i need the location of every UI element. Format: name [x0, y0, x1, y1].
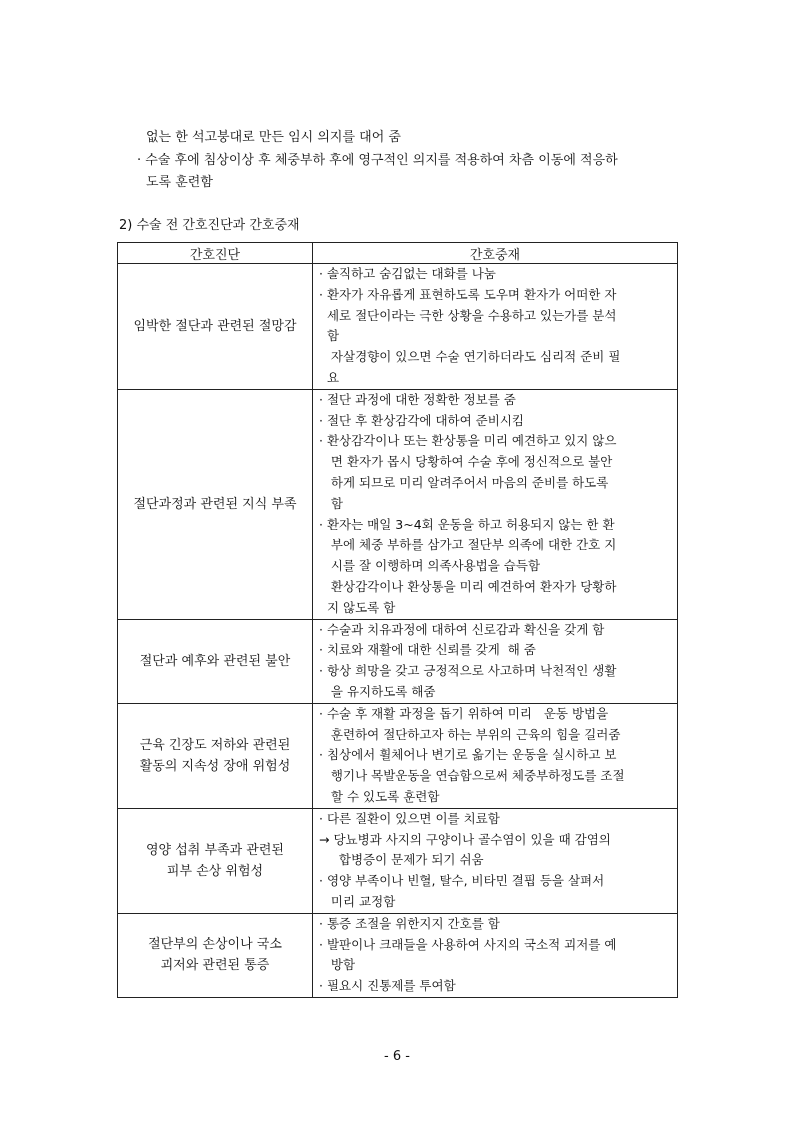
- intervention-line: · 침상에서 휠체어나 변기로 옮기는 운동을 실시하고 보: [319, 747, 617, 763]
- intervention-line: · 다른 질환이 있으면 이를 치료함: [319, 810, 500, 826]
- intervention-line: 자살경향이 있으면 수술 연기하더라도 심리적 준비 필: [319, 349, 621, 365]
- intervention-line: 지 않도록 함: [319, 599, 396, 615]
- intervention-line: · 필요시 진통제를 투여함: [319, 978, 456, 994]
- intervention-line: 할 수 있도록 훈련함: [319, 788, 440, 804]
- intervention-line: · 항상 희망을 갖고 긍정적으로 사고하며 낙천적인 생활: [319, 663, 617, 679]
- intervention-line: 요: [319, 369, 340, 385]
- table-row: [118, 808, 678, 913]
- diagnosis-line: 근육 긴장도 저하와 관련된: [139, 737, 291, 753]
- intervention-line: · 솔직하고 숨김없는 대화를 나눔: [319, 266, 496, 281]
- table-body: [118, 264, 678, 998]
- intervention-line: 부에 체중 부하를 삼가고 절단부 의족에 대한 간호 지: [319, 537, 617, 553]
- intervention-line: 시를 잘 이행하며 의족사용법을 습득함: [319, 558, 541, 574]
- diagnosis-line: 피부 손상 위험성: [166, 863, 264, 879]
- intervention-cell: [313, 389, 678, 619]
- intro-line-3: 도록 훈련함: [146, 175, 213, 190]
- table-row: [118, 389, 678, 619]
- intervention-line: 세로 절단이라는 극한 상황을 수용하고 있는가를 분석: [319, 307, 617, 323]
- intervention-line: · 절단 후 환상감각에 대하여 준비시킴: [319, 412, 524, 428]
- nursing-care-table: [117, 242, 678, 998]
- diagnosis-cell: [118, 619, 313, 703]
- intervention-line: · 환자는 매일 3~4회 운동을 하고 허용되지 않는 한 환: [319, 516, 615, 532]
- table-row: [118, 619, 678, 703]
- intervention-line: → 당뇨병과 사지의 구양이나 골수염이 있을 때 감염의: [319, 831, 611, 847]
- intervention-line: · 발판이나 크래들을 사용하여 사지의 국소적 괴저를 예: [319, 936, 617, 952]
- diagnosis-line: 활동의 지속성 장애 위험성: [139, 758, 291, 774]
- diagnosis-line: 영양 섭취 부족과 관련된: [146, 842, 284, 858]
- intro-line-1: 없는 한 석고붕대로 만든 임시 의지를 대어 줌: [146, 130, 401, 145]
- table-header-row: [118, 243, 678, 264]
- intervention-cell: [313, 913, 678, 997]
- header-diagnosis: 간호진단: [118, 243, 313, 264]
- header-intervention: 간호중재: [313, 243, 678, 264]
- intervention-line: · 환자가 자유롭게 표현하도록 도우며 환자가 어떠한 자: [319, 286, 617, 302]
- intervention-line: 하게 되므로 미리 알려주어서 마음의 준비를 하도록: [319, 474, 609, 490]
- diagnosis-line: 절단과 예후와 관련된 불안: [139, 653, 291, 669]
- diagnosis-cell: [118, 389, 313, 619]
- intervention-line: 면 환자가 몹시 당황하여 수술 후에 정신적으로 불안: [319, 454, 613, 470]
- intervention-line: · 통증 조절을 위한지지 간호를 함: [319, 915, 500, 931]
- intervention-line: · 환상감각이나 또는 환상통을 미리 예견하고 있지 않으: [319, 433, 617, 449]
- intervention-line: · 수술 후 재활 과정을 돕기 위하여 미리 운동 방법을: [319, 705, 609, 721]
- intervention-line: 함: [319, 328, 340, 344]
- intervention-line: 을 유지하도록 해줌: [319, 683, 436, 699]
- table-row: [118, 264, 678, 390]
- page-number: - 6 -: [384, 1049, 410, 1064]
- intervention-line: · 절단 과정에 대한 정확한 정보를 줌: [319, 391, 516, 407]
- diagnosis-cell: [118, 703, 313, 808]
- intervention-line: 방함: [319, 957, 356, 973]
- intervention-line: 훈련하여 절단하고자 하는 부위의 근육의 힘을 길러줌: [319, 726, 621, 742]
- diagnosis-line: 절단과정과 관련된 지식 부족: [133, 496, 297, 512]
- intervention-cell: [313, 264, 678, 390]
- intervention-cell: [313, 703, 678, 808]
- intervention-line: · 치료와 재활에 대한 신뢰를 갖게 해 줌: [319, 642, 536, 658]
- diagnosis-line: 괴저와 관련된 통증: [160, 958, 270, 974]
- intervention-line: · 영양 부족이나 빈혈, 탈수, 비타민 결핍 등을 살펴서: [319, 873, 605, 889]
- intro-line-2: · 수술 후에 침상이상 후 체중부하 후에 영구적인 의지를 적용하여 차츰 이동에 적응하: [137, 153, 618, 168]
- intervention-line: 환상감각이나 환상통을 미리 예견하여 환자가 당황하: [319, 578, 617, 594]
- section-title: 2) 수술 전 간호진단과 간호중재: [119, 218, 300, 233]
- intervention-line: · 수술과 치유과정에 대하여 신로감과 확신을 갖게 함: [319, 621, 605, 637]
- diagnosis-cell: [118, 913, 313, 997]
- table-row: [118, 913, 678, 997]
- intervention-line: 행기나 목발운동을 연습함으로써 체중부하정도를 조절: [319, 768, 625, 784]
- intervention-line: 함: [319, 495, 343, 511]
- intervention-cell: [313, 808, 678, 913]
- diagnosis-line: 임박한 절단과 관련된 절망감: [133, 318, 297, 334]
- diagnosis-cell: [118, 264, 313, 390]
- diagnosis-cell: [118, 808, 313, 913]
- intervention-line: 미리 교정함: [319, 893, 396, 909]
- intervention-cell: [313, 619, 678, 703]
- table-row: [118, 703, 678, 808]
- intervention-line: 합병증이 문제가 되기 쉬움: [319, 852, 484, 868]
- diagnosis-line: 절단부의 손상이나 국소: [148, 937, 282, 953]
